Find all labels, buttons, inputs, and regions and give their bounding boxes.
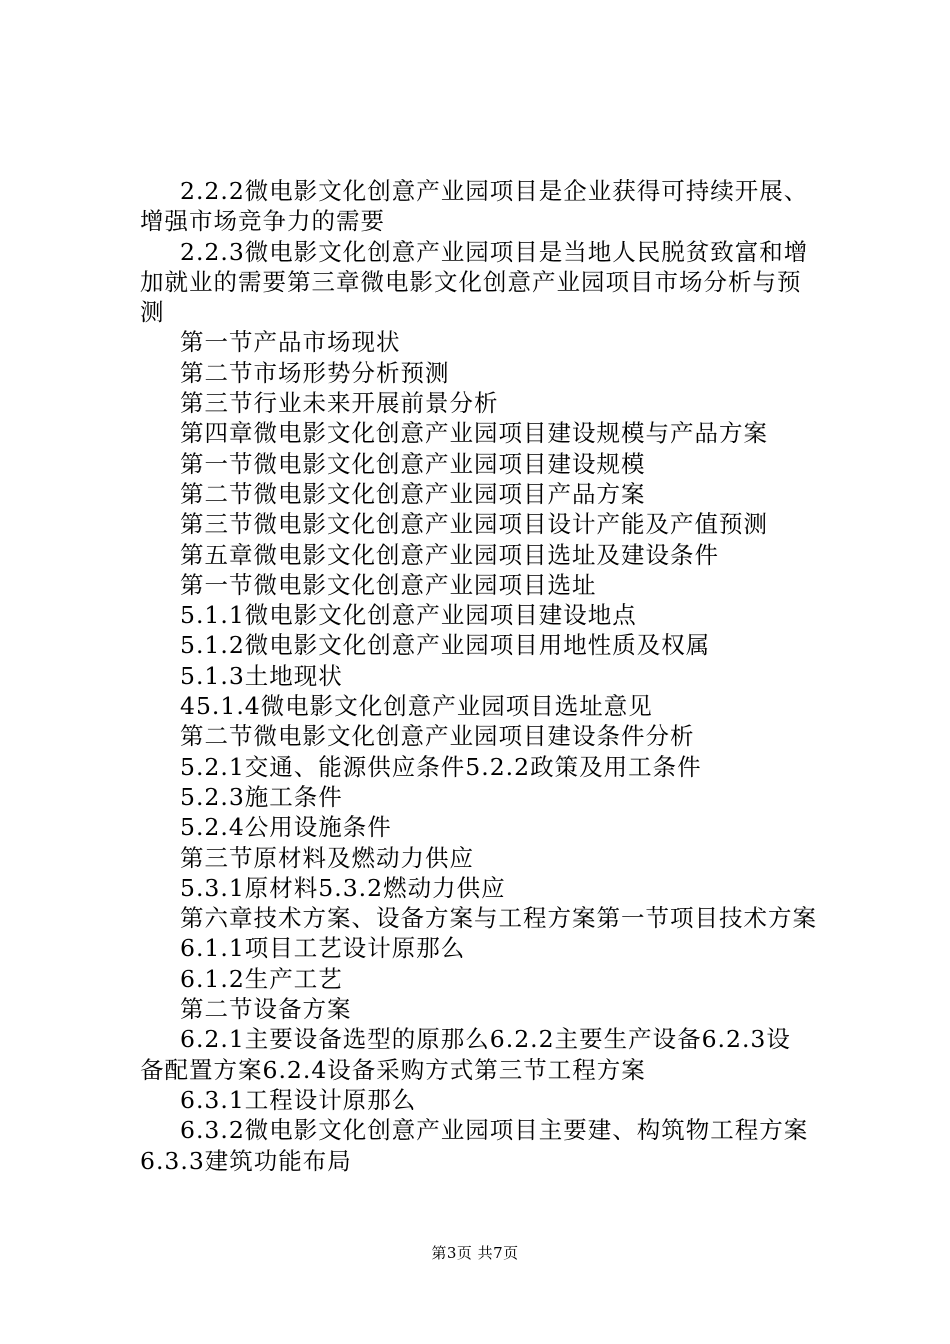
text-line: 第一节微电影文化创意产业园项目选址: [180, 570, 597, 599]
page-footer: [0, 1243, 950, 1263]
text-line: 第一节产品市场现状: [180, 328, 401, 357]
text-line: 第三节行业未来开展前景分析: [180, 389, 499, 418]
page-number: 第3页 共7页: [431, 1244, 519, 1262]
text-line: 5.1.3土地现状: [180, 661, 343, 690]
text-line: 备配置方案6.2.4设备采购方式第三节工程方案: [140, 1055, 646, 1084]
text-line: 6.3.2微电影文化创意产业园项目主要建、构筑物工程方案: [180, 1116, 809, 1145]
text-line: 6.3.1工程设计原那么: [180, 1085, 417, 1114]
text-line: 6.3.3建筑功能布局: [140, 1146, 352, 1175]
document-body: [140, 176, 840, 1176]
text-line: 第五章微电影文化创意产业园项目选址及建设条件: [180, 540, 719, 569]
text-line: 第三节微电影文化创意产业园项目设计产能及产值预测: [180, 510, 768, 539]
text-line: 第三节原材料及燃动力供应: [180, 843, 474, 872]
text-line: 6.2.1主要设备选型的原那么6.2.2主要生产设备6.2.3设: [180, 1025, 791, 1054]
text-line: 2.2.3微电影文化创意产业园项目是当地人民脱贫致富和增: [180, 237, 809, 266]
text-line: 5.2.3施工条件: [180, 782, 343, 811]
text-line: 第二节微电影文化创意产业园项目产品方案: [180, 479, 646, 508]
text-line: 45.1.4微电影文化创意产业园项目选址意见: [180, 692, 653, 721]
text-line: 5.2.1交通、能源供应条件5.2.2政策及用工条件: [180, 752, 702, 781]
text-line: 6.1.1项目工艺设计原那么: [180, 934, 466, 963]
text-line: 2.2.2微电影文化创意产业园项目是企业获得可持续开展、: [180, 177, 809, 205]
text-line: 5.2.4公用设施条件: [180, 813, 392, 842]
text-line: 第二节市场形势分析预测: [180, 358, 450, 387]
text-line: 5.1.1微电影文化创意产业园项目建设地点: [180, 601, 637, 630]
text-line: 第二节微电影文化创意产业园项目建设条件分析: [180, 722, 695, 751]
text-line: 5.1.2微电影文化创意产业园项目用地性质及权属: [180, 631, 711, 660]
text-line: 5.3.1原材料5.3.2燃动力供应: [180, 873, 506, 902]
text-line: 第二节设备方案: [180, 995, 352, 1024]
text-line: 加就业的需要第三章微电影文化创意产业园项目市场分析与预: [140, 267, 802, 296]
text-line: 第六章技术方案、设备方案与工程方案第一节项目技术方案: [180, 904, 817, 933]
text-line: 增强市场竞争力的需要: [140, 207, 385, 236]
text-line: 测: [140, 298, 165, 327]
text-line: 第四章微电影文化创意产业园项目建设规模与产品方案: [180, 419, 768, 448]
text-line: 6.1.2生产工艺: [180, 964, 343, 993]
text-line: 第一节微电影文化创意产业园项目建设规模: [180, 449, 646, 478]
